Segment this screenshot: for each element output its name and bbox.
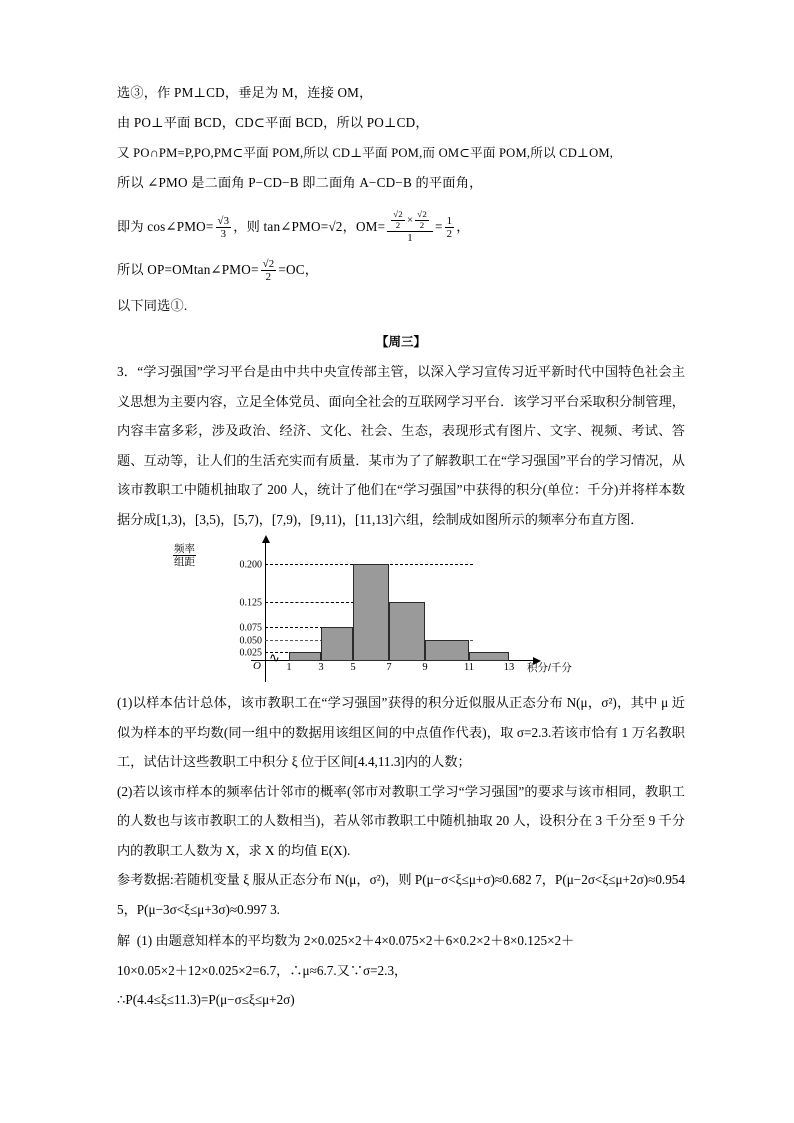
- y-tick-label-0125: 0.125: [239, 597, 262, 609]
- inner-a-denominator: 2: [395, 219, 401, 230]
- x-axis-label: 积分/千分: [527, 662, 572, 674]
- y-axis-line: [265, 542, 266, 682]
- sub-question-2: (2)若以该市样本的频率估计邻市的概率(邻市对教职工学习“学习强国”的要求与该市相同，教职工的人数也与该市教职工的人数相当)，若从邻市教职工中随机抽取 20 人，设积分在 3 千分至 9 千分内的教职工人数为 X，求 X 的均值 E(X).: [117, 783, 685, 858]
- result-numerator: 1: [446, 214, 453, 227]
- bar-bin-7-9: [389, 602, 425, 661]
- solution-line-3: ∴P(4.4≤ξ≤11.3)=P(μ−σ≤ξ≤μ+2σ): [117, 992, 295, 1007]
- inner-b-numerator: √2: [417, 208, 427, 219]
- x-tick-label-9: 9: [422, 662, 428, 673]
- origin-label: O: [253, 660, 261, 672]
- fraction-numerator: √2: [262, 257, 275, 270]
- inner-fraction-b: [415, 210, 429, 231]
- inner-fraction-a: [391, 210, 405, 231]
- y-axis-arrow-icon: [262, 535, 270, 543]
- x-tick-label-3: 3: [318, 662, 324, 673]
- result-denominator: 2: [446, 227, 453, 240]
- bar-bin-9-11: [425, 640, 469, 661]
- x-tick-label-5: 5: [350, 662, 356, 673]
- inner-a-numerator: √2: [393, 208, 403, 219]
- x-tick-label-7: 7: [386, 662, 392, 673]
- sub-question-1: (1)以样本估计总体，该市教职工在“学习强国”获得的积分近似服从正态分布 N(μ，σ²)，其中 μ 近似为样本的平均数(同一组中的数据用该组区间的中点值作代表)，取 σ=2.3.若该市恰有 1 万名教职工，试估计这些教职工中积分 ξ 位于区间[4.4,11.3]内的人数；: [117, 695, 685, 769]
- formula-1-fraction-sqrt3-over-3: [216, 215, 232, 240]
- y-tick-label-0200: 0.200: [239, 559, 262, 571]
- formula-2-fraction-sqrt2-over-2: [261, 258, 277, 283]
- inner-b-denominator: 2: [419, 219, 425, 230]
- question-3: [117, 357, 685, 534]
- reference-data-text: 若随机变量 ξ 服从正态分布 N(μ，σ²)，则 P(μ−σ<ξ≤μ+σ)≈0.682 7，P(μ−2σ<ξ≤μ+2σ)≈0.954 5，P(μ−3σ<ξ≤μ+3σ)≈0.997 3.: [117, 872, 685, 917]
- y-tick-label-0050: 0.050: [239, 635, 262, 647]
- bar-bin-3-5: [321, 627, 353, 661]
- frequency-histogram: [117, 542, 685, 682]
- question-number: 3．: [117, 364, 138, 379]
- chart-plot-area: [239, 542, 533, 682]
- proof-line-3: 又 PO∩PM=P,PO,PM⊂平面 POM,所以 CD⊥平面 POM,而 OM⊂平面 POM,所以 CD⊥OM,: [117, 146, 614, 160]
- formula-1-equals: =: [434, 219, 443, 234]
- reference-data: [117, 865, 685, 924]
- solution-line-1: (1) 由题意知样本的平均数为 2×0.025×2＋4×0.075×2＋6×0.2×2＋8×0.125×2＋: [136, 933, 575, 948]
- proof-line-2: 由 PO⊥平面 BCD，CD⊂平面 BCD，所以 PO⊥CD，: [117, 115, 429, 130]
- bar-bin-11-13: [469, 652, 509, 661]
- fraction-denominator: 3: [220, 227, 227, 240]
- proof-line-1: 选③，作 PM⊥CD，垂足为 M，连接 OM，: [117, 85, 373, 100]
- y-tick-label-0075: 0.075: [239, 622, 262, 634]
- formula-line-3: 以下同选①.: [117, 298, 188, 313]
- proof-line-4: 所以 ∠PMO 是二面角 P−CD−B 即二面角 A−CD−B 的平面角，: [117, 175, 483, 190]
- week-marker: 【周三】: [375, 335, 426, 349]
- axis-break-icon: ∿: [269, 650, 280, 665]
- bar-bin-1-3: [289, 652, 321, 661]
- question-body: “学习强国”学习平台是由中共中央宣传部主管，以深入学习宣传习近平新时代中国特色社会主义思想为主要内容，立足全体党员、面向全社会的互联网学习平台．该学习平台采取积分制管理，内容丰富多彩，涉及政治、经济、文化、社会、生态，表现形式有图片、文字、视频、考试、答题、互动等，让人们的生活充实而有质量．某市为了了解教职工在“学习强国”平台的学习情况，从该市教职工中随机抽取了 200 人，统计了他们在“学习强国”中获得的积分(单位：千分)并将样本数据分成[1,3)，[3,5)，[5,7)，[7,9)，[9,11)，[11,13]六组，绘制成如图所示的频率分布直方图．: [117, 364, 686, 527]
- bar-bin-5-7: [353, 564, 389, 661]
- fraction-numerator: √3: [217, 214, 230, 227]
- x-tick-label-13: 13: [503, 662, 515, 673]
- y-axis-label: [173, 543, 196, 568]
- formula-1-big-fraction-om: [387, 210, 433, 244]
- y-axis-label-numerator: 频率: [174, 543, 195, 555]
- page-content: [117, 78, 685, 1015]
- big-fraction-denominator: 1: [407, 232, 413, 245]
- x-tick-label-1: 1: [286, 662, 292, 673]
- formula-1-prefix: 即为 cos∠PMO=: [117, 219, 214, 234]
- multiply-sign: ×: [406, 214, 414, 227]
- formula-line-1: [117, 204, 685, 250]
- formula-1-result-fraction: [445, 215, 455, 240]
- y-axis-label-denominator: 组距: [174, 556, 195, 568]
- big-fraction-numerator: [387, 210, 433, 232]
- formula-2-prefix: 所以 OP=OMtan∠PMO=: [117, 262, 259, 277]
- solution-block: [117, 926, 685, 956]
- x-tick-label-11: 11: [463, 662, 475, 673]
- formula-1-middle: ，则 tan∠PMO=√2，OM=: [233, 219, 386, 234]
- y-tick-label-0025: 0.025: [239, 647, 262, 659]
- reference-data-label: 参考数据:: [117, 872, 174, 887]
- formula-line-2: [117, 250, 685, 290]
- fraction-denominator: 2: [265, 270, 272, 283]
- formula-2-suffix: =OC，: [278, 262, 319, 277]
- solution-label: 解: [117, 933, 131, 948]
- formula-1-suffix: ，: [456, 219, 470, 234]
- solution-line-2: 10×0.05×2＋12×0.025×2=6.7，∴μ≈6.7.又∵σ=2.3，: [117, 962, 408, 978]
